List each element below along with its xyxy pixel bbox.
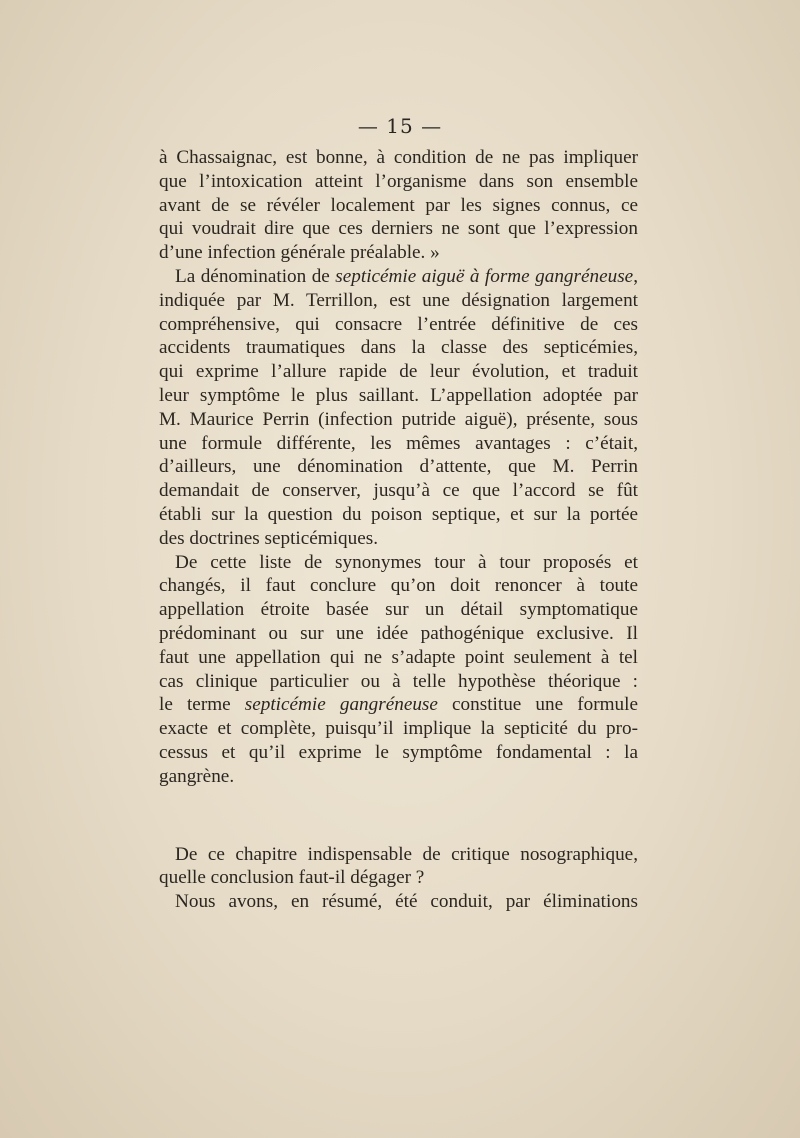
text-line: accidents traumatiques dans la classe des septicémies,: [159, 337, 638, 359]
text-line: compréhensive, qui consacre l’entrée définitive de ces: [159, 313, 638, 335]
text-line: cas clinique particulier ou à telle hypothèse théorique :: [159, 670, 638, 692]
paragraph: [159, 265, 638, 551]
text-line: M. Maurice Perrin (infection putride aiguë), présente, sous: [159, 408, 638, 430]
text-line: leur symptôme le plus saillant. L’appellation adoptée par: [159, 384, 638, 406]
text-line: d’ailleurs, une dénomination d’attente, que M. Perrin: [159, 456, 638, 478]
text-line: exacte et complète, puisqu’il implique la septicité du pro-: [159, 718, 638, 740]
italic-term: septicémie gangréneuse: [244, 694, 438, 716]
text-line: Nous avons, en résumé, été conduit, par éliminations: [175, 891, 638, 913]
text-line: faut une appellation qui ne s’adapte point seulement à tel: [159, 646, 638, 668]
paragraph: [159, 551, 638, 789]
text-line: le terme septicémie gangréneuse constitue une formule: [159, 694, 638, 716]
paragraph: [159, 843, 638, 891]
text-line: prédominant ou sur une idée pathogénique exclusive. Il: [159, 622, 638, 644]
text-line: De ce chapitre indispensable de critique nosographique,: [175, 843, 638, 865]
italic-term: septicémie aiguë à forme gangréneuse: [335, 265, 634, 287]
text-line: appellation étroite basée sur un détail symptomatique: [159, 599, 638, 621]
text-line: avant de se révéler localement par les signes connus, ce: [159, 194, 638, 216]
text-line: à Chassaignac, est bonne, à condition de ne pas impliquer: [159, 147, 638, 168]
text-line: quelle conclusion faut-il dégager ?: [159, 867, 425, 889]
paragraph: [159, 890, 638, 914]
text-line: que l’intoxication atteint l’organisme dans son ensemble: [159, 170, 638, 192]
text-line: gangrène.: [159, 765, 235, 787]
paragraph: [159, 146, 638, 265]
text-line: demandait de conserver, jusqu’à ce que l’accord se fût: [159, 480, 638, 502]
text-line: établi sur la question du poison septique, et sur la portée: [159, 503, 638, 525]
text-line: une formule différente, les mêmes avantages : c’était,: [159, 432, 638, 454]
text-line: indiquée par M. Terrillon, est une désignation largement: [159, 289, 638, 311]
text-line: qui exprime l’allure rapide de leur évolution, et traduit: [159, 361, 638, 383]
text-line: De cette liste de synonymes tour à tour proposés et: [175, 551, 638, 573]
body-text: [159, 146, 638, 914]
text-line: qui voudrait dire que ces derniers ne sont que l’expression: [159, 218, 638, 240]
text-line: La dénomination de septicémie aiguë à forme gangréneuse,: [175, 265, 638, 287]
text-line: d’une infection générale préalable. »: [159, 242, 440, 264]
page-number: — 15 —: [357, 114, 443, 138]
text-line: changés, il faut conclure qu’on doit renoncer à toute: [159, 575, 638, 597]
section-break: [159, 789, 638, 843]
text-line: des doctrines septicémiques.: [159, 527, 378, 549]
text-line: cessus et qu’il exprime le symptôme fondamental : la: [159, 741, 638, 763]
